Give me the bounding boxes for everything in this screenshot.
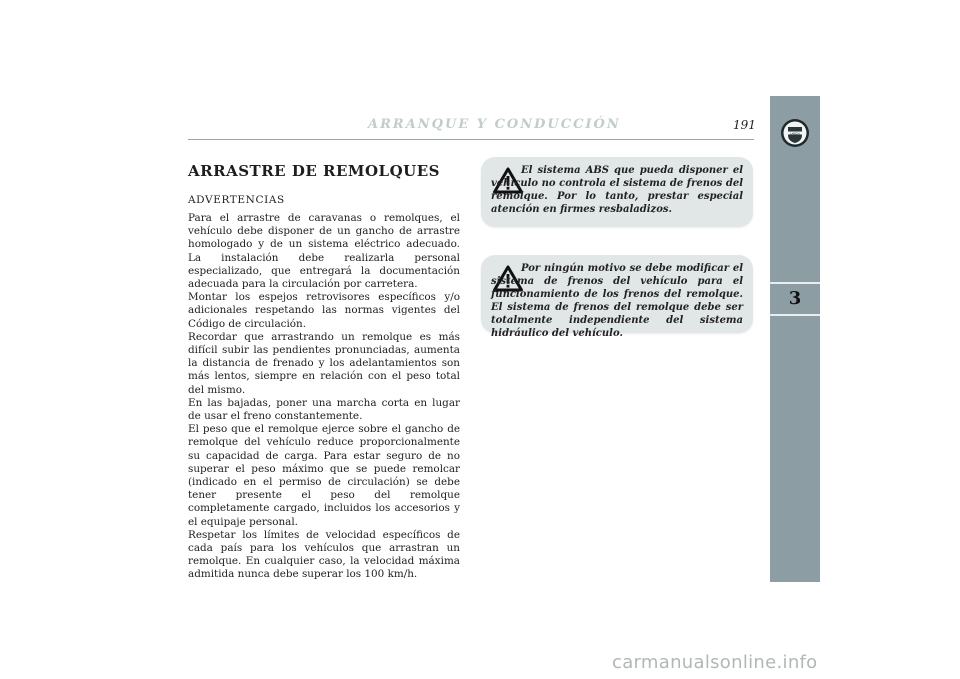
watermark-text: carmanualsonline.info <box>612 652 818 673</box>
section-subtitle: ADVERTENCIAS <box>188 194 285 206</box>
paragraph: Respetar los límites de velocidad específicos de cada país para los vehículos que arrastran un remolque. En cualquier caso, la velocidad máxima admitida nunca debe superar los 100 km/h. <box>188 528 460 581</box>
page-number: 191 <box>733 118 756 132</box>
section-title: ARRASTRE DE REMOLQUES <box>188 162 441 180</box>
chapter-sidebar <box>770 96 820 582</box>
chapter-number: 3 <box>770 282 820 316</box>
warning-text: Por ningún motivo se debe modificar el sistema de frenos del vehículo para el funcionamiento de los frenos del remolque. El sistema de frenos del remolque debe ser totalmente independiente del sistema hidráulico del vehículo. <box>491 263 743 339</box>
paragraph: En las bajadas, poner una marcha corta en lugar de usar el freno constantemente. <box>188 396 460 423</box>
paragraph: Recordar que arrastrando un remolque es más difícil subir las pendientes pronunciadas, aumenta la distancia de frenado y los adelantamientos son más lentos, siempre en relación con el peso total del mismo. <box>188 330 460 396</box>
paragraph: Para el arrastre de caravanas o remolques, el vehículo debe disponer de un gancho de arrastre homologado y de un sistema eléctrico adecuado. La instalación debe realizarla personal especializado, que entregará la documentación adecuada para la circulación por carretera. <box>188 212 460 291</box>
running-title: ARRANQUE Y CONDUCCIÓN <box>368 117 621 132</box>
lancia-shield-logo-icon <box>780 118 810 148</box>
warning-text: El sistema ABS que pueda disponer el vehículo no controla el sistema de frenos del remolque. Por lo tanto, prestar especial atención en firmes resbaladizos. <box>491 165 743 215</box>
logo-text: LANCIA <box>790 132 800 136</box>
body-text <box>188 212 460 582</box>
paragraph: Montar los espejos retrovisores específicos y/o adicionales respetando las normas vigentes del Código de circulación. <box>188 291 460 330</box>
header-divider <box>188 139 754 140</box>
paragraph: El peso que el remolque ejerce sobre el gancho de remolque del vehículo reduce proporcionalmente su capacidad de carga. Para estar seguro de no superar el peso máximo que se puede remolcar (indicado en el permiso de circulación) se debe tener presente el peso del remolque completamente cargado, incluidos los accesorios y el equipaje personal. <box>188 423 460 528</box>
warning-box-brakes <box>481 255 753 339</box>
warning-box-abs <box>481 157 753 227</box>
